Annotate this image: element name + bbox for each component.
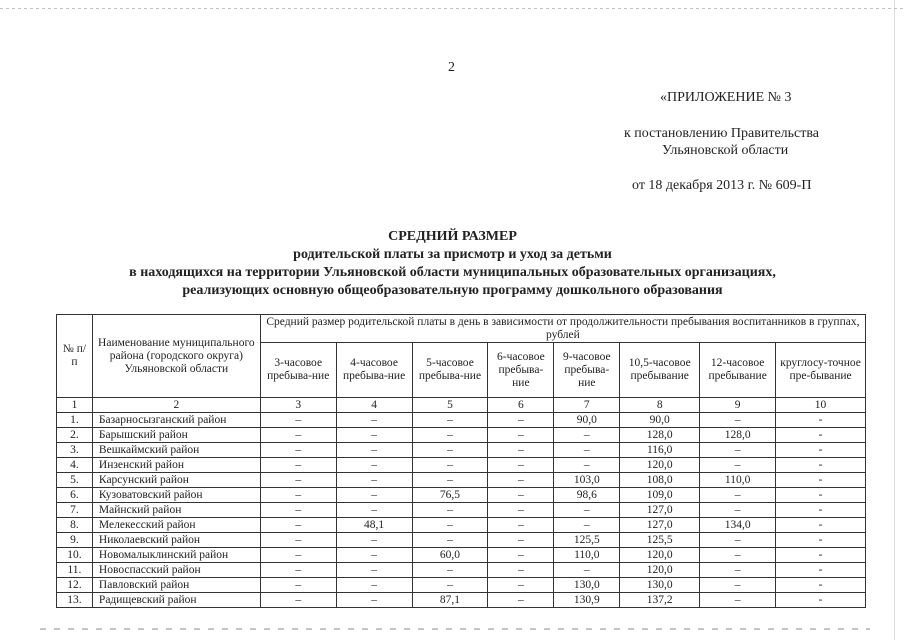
annex-line-1: к постановлению Правительства [624, 126, 820, 141]
fee-value-cell: 98,6 [554, 488, 620, 503]
fee-value-cell: – [336, 428, 412, 443]
fee-value-cell: 120,0 [620, 548, 700, 563]
fee-value-cell: – [412, 518, 488, 533]
fee-value-cell: – [488, 458, 554, 473]
annex-date-line: от 18 декабря 2013 г. № 609-П [632, 178, 812, 193]
table-row [57, 428, 866, 443]
fee-value-cell: – [488, 593, 554, 608]
header-24-hour: круглосу-точное пре-бывание [776, 343, 866, 398]
header-9-hour: 9-часовое пребыва-ние [554, 343, 620, 398]
scan-edge-top [0, 8, 905, 9]
column-number-cell: 1 [57, 398, 93, 413]
fee-value-cell: - [776, 533, 866, 548]
header-6-hour: 6-часовое пребыва-ние [488, 343, 554, 398]
fee-value-cell: – [488, 443, 554, 458]
fee-value-cell: – [554, 563, 620, 578]
fee-value-cell: – [260, 533, 336, 548]
fee-value-cell: – [488, 548, 554, 563]
district-name: Карсунский район [92, 473, 260, 488]
row-number: 8. [57, 518, 93, 533]
fee-value-cell: – [700, 563, 776, 578]
fee-value-cell: 110,0 [554, 548, 620, 563]
fee-value-cell: – [700, 503, 776, 518]
district-name: Кузоватовский район [92, 488, 260, 503]
table-row [57, 578, 866, 593]
fee-value-cell: 130,9 [554, 593, 620, 608]
header-number: № п/п [57, 315, 93, 398]
fee-value-cell: – [700, 578, 776, 593]
heading-line-4: реализующих основную общеобразовательную программу дошкольного образования [182, 283, 723, 298]
column-number-cell: 8 [620, 398, 700, 413]
fee-value-cell: – [412, 443, 488, 458]
table-row [57, 548, 866, 563]
district-name: Инзенский район [92, 458, 260, 473]
fee-value-cell: – [260, 443, 336, 458]
fee-value-cell: – [700, 548, 776, 563]
fee-value-cell: – [488, 518, 554, 533]
fee-value-cell: – [336, 488, 412, 503]
fee-value-cell: – [260, 578, 336, 593]
fee-value-cell: - [776, 518, 866, 533]
district-name: Новоспасский район [92, 563, 260, 578]
fee-value-cell: 134,0 [700, 518, 776, 533]
fee-value-cell: 120,0 [620, 563, 700, 578]
fee-value-cell: - [776, 413, 866, 428]
header-12-hour: 12-часовое пребывание [700, 343, 776, 398]
fee-value-cell: – [412, 458, 488, 473]
fee-value-cell: – [554, 458, 620, 473]
fee-value-cell: - [776, 488, 866, 503]
fee-value-cell: – [412, 413, 488, 428]
district-name: Павловский район [92, 578, 260, 593]
fee-value-cell: – [554, 428, 620, 443]
column-number-cell: 6 [488, 398, 554, 413]
fee-value-cell: – [336, 533, 412, 548]
fee-value-cell: – [412, 473, 488, 488]
fee-value-cell: – [488, 413, 554, 428]
fee-value-cell: – [260, 428, 336, 443]
scan-bottom-edge [40, 628, 870, 630]
fee-value-cell: – [700, 533, 776, 548]
row-number: 5. [57, 473, 93, 488]
district-name: Вешкаймский район [92, 443, 260, 458]
header-10-5-hour: 10,5-часовое пребывание [620, 343, 700, 398]
fee-value-cell: 128,0 [700, 428, 776, 443]
header-5-hour: 5-часовое пребыва-ние [412, 343, 488, 398]
fee-value-cell: - [776, 578, 866, 593]
fee-value-cell: – [554, 518, 620, 533]
fee-value-cell: - [776, 473, 866, 488]
fee-value-cell: – [336, 563, 412, 578]
row-number: 6. [57, 488, 93, 503]
fee-value-cell: – [412, 428, 488, 443]
table-row [57, 518, 866, 533]
page-number: 2 [448, 60, 455, 75]
column-number-cell: 7 [554, 398, 620, 413]
fee-value-cell: 137,2 [620, 593, 700, 608]
fee-value-cell: – [336, 593, 412, 608]
header-district-name: Наименование муниципального района (городского округа) Ульяновской области [92, 315, 260, 398]
row-number: 2. [57, 428, 93, 443]
fee-value-cell: 90,0 [620, 413, 700, 428]
fee-value-cell: – [700, 413, 776, 428]
heading-line-1: СРЕДНИЙ РАЗМЕР [388, 229, 517, 244]
parental-fee-table [56, 314, 866, 608]
fee-value-cell: - [776, 563, 866, 578]
row-number: 1. [57, 413, 93, 428]
fee-value-cell: 120,0 [620, 458, 700, 473]
column-number-cell: 5 [412, 398, 488, 413]
row-number: 3. [57, 443, 93, 458]
fee-value-cell: 128,0 [620, 428, 700, 443]
district-name: Базарносызганский район [92, 413, 260, 428]
fee-value-cell: - [776, 458, 866, 473]
fee-value-cell: – [260, 593, 336, 608]
fee-value-cell: – [336, 443, 412, 458]
fee-value-cell: 76,5 [412, 488, 488, 503]
fee-value-cell: – [412, 578, 488, 593]
table-row [57, 443, 866, 458]
fee-value-cell: – [260, 518, 336, 533]
fee-value-cell: – [700, 458, 776, 473]
fee-value-cell: – [700, 488, 776, 503]
fee-value-cell: 116,0 [620, 443, 700, 458]
heading-line-2: родительской платы за присмотр и уход за детьми [293, 247, 612, 262]
column-number-cell: 10 [776, 398, 866, 413]
column-number-cell: 9 [700, 398, 776, 413]
district-name: Радищевский район [92, 593, 260, 608]
table-row [57, 488, 866, 503]
district-name: Майнский район [92, 503, 260, 518]
table-row [57, 593, 866, 608]
column-numbering-row [57, 398, 866, 413]
table-row [57, 413, 866, 428]
district-name: Мелекесский район [92, 518, 260, 533]
table-body [57, 413, 866, 608]
annex-line-2: Ульяновской области [662, 143, 789, 158]
table-row [57, 533, 866, 548]
column-number-cell: 2 [92, 398, 260, 413]
district-name: Николаевский район [92, 533, 260, 548]
fee-value-cell: 127,0 [620, 503, 700, 518]
fee-value-cell: 125,5 [554, 533, 620, 548]
header-3-hour: 3-часовое пребыва-ние [260, 343, 336, 398]
fee-value-cell: – [488, 533, 554, 548]
fee-value-cell: 87,1 [412, 593, 488, 608]
fee-value-cell: - [776, 503, 866, 518]
fee-value-cell: – [260, 503, 336, 518]
fee-value-cell: – [336, 503, 412, 518]
header-fee-group: Средний размер родительской платы в день в зависимости от продолжительности пребывания воспитанников в группах, рублей [260, 315, 865, 343]
fee-value-cell: – [412, 563, 488, 578]
row-number: 9. [57, 533, 93, 548]
fee-value-cell: – [412, 503, 488, 518]
fee-value-cell: – [700, 443, 776, 458]
fee-value-cell: – [336, 473, 412, 488]
fee-value-cell: – [488, 473, 554, 488]
fee-value-cell: 103,0 [554, 473, 620, 488]
fee-value-cell: – [554, 443, 620, 458]
row-number: 10. [57, 548, 93, 563]
table-row [57, 458, 866, 473]
fee-value-cell: 130,0 [620, 578, 700, 593]
fee-value-cell: – [488, 503, 554, 518]
heading-line-3: в находящихся на территории Ульяновской области муниципальных образовательных организациях, [129, 265, 776, 280]
fee-value-cell: 48,1 [336, 518, 412, 533]
header-4-hour: 4-часовое пребыва-ние [336, 343, 412, 398]
column-number-cell: 4 [336, 398, 412, 413]
fee-value-cell: – [554, 503, 620, 518]
fee-value-cell: – [488, 578, 554, 593]
fee-value-cell: – [700, 593, 776, 608]
annex-title: «ПРИЛОЖЕНИЕ № 3 [660, 90, 792, 105]
fee-value-cell: - [776, 443, 866, 458]
row-number: 11. [57, 563, 93, 578]
fee-value-cell: – [260, 563, 336, 578]
fee-value-cell: – [488, 428, 554, 443]
row-number: 4. [57, 458, 93, 473]
fee-value-cell: – [260, 413, 336, 428]
fee-value-cell: 130,0 [554, 578, 620, 593]
fee-value-cell: – [260, 488, 336, 503]
district-name: Барышский район [92, 428, 260, 443]
row-number: 12. [57, 578, 93, 593]
fee-value-cell: – [412, 533, 488, 548]
fee-value-cell: 109,0 [620, 488, 700, 503]
fee-value-cell: – [260, 458, 336, 473]
table-row [57, 473, 866, 488]
fee-value-cell: – [336, 548, 412, 563]
fee-value-cell: – [488, 488, 554, 503]
fee-value-cell: – [260, 548, 336, 563]
fee-value-cell: - [776, 548, 866, 563]
table-row [57, 563, 866, 578]
fee-value-cell: - [776, 428, 866, 443]
district-name: Новомалыклинский район [92, 548, 260, 563]
table-row [57, 503, 866, 518]
fee-value-cell: – [336, 413, 412, 428]
scan-edge-right [894, 0, 895, 640]
fee-value-cell: – [488, 563, 554, 578]
fee-value-cell: 90,0 [554, 413, 620, 428]
column-number-cell: 3 [260, 398, 336, 413]
fee-value-cell: 125,5 [620, 533, 700, 548]
fee-value-cell: – [336, 578, 412, 593]
fee-value-cell: 110,0 [700, 473, 776, 488]
fee-value-cell: 108,0 [620, 473, 700, 488]
fee-value-cell: 60,0 [412, 548, 488, 563]
fee-value-cell: 127,0 [620, 518, 700, 533]
fee-value-cell: – [260, 473, 336, 488]
row-number: 7. [57, 503, 93, 518]
fee-value-cell: - [776, 593, 866, 608]
row-number: 13. [57, 593, 93, 608]
fee-value-cell: – [336, 458, 412, 473]
